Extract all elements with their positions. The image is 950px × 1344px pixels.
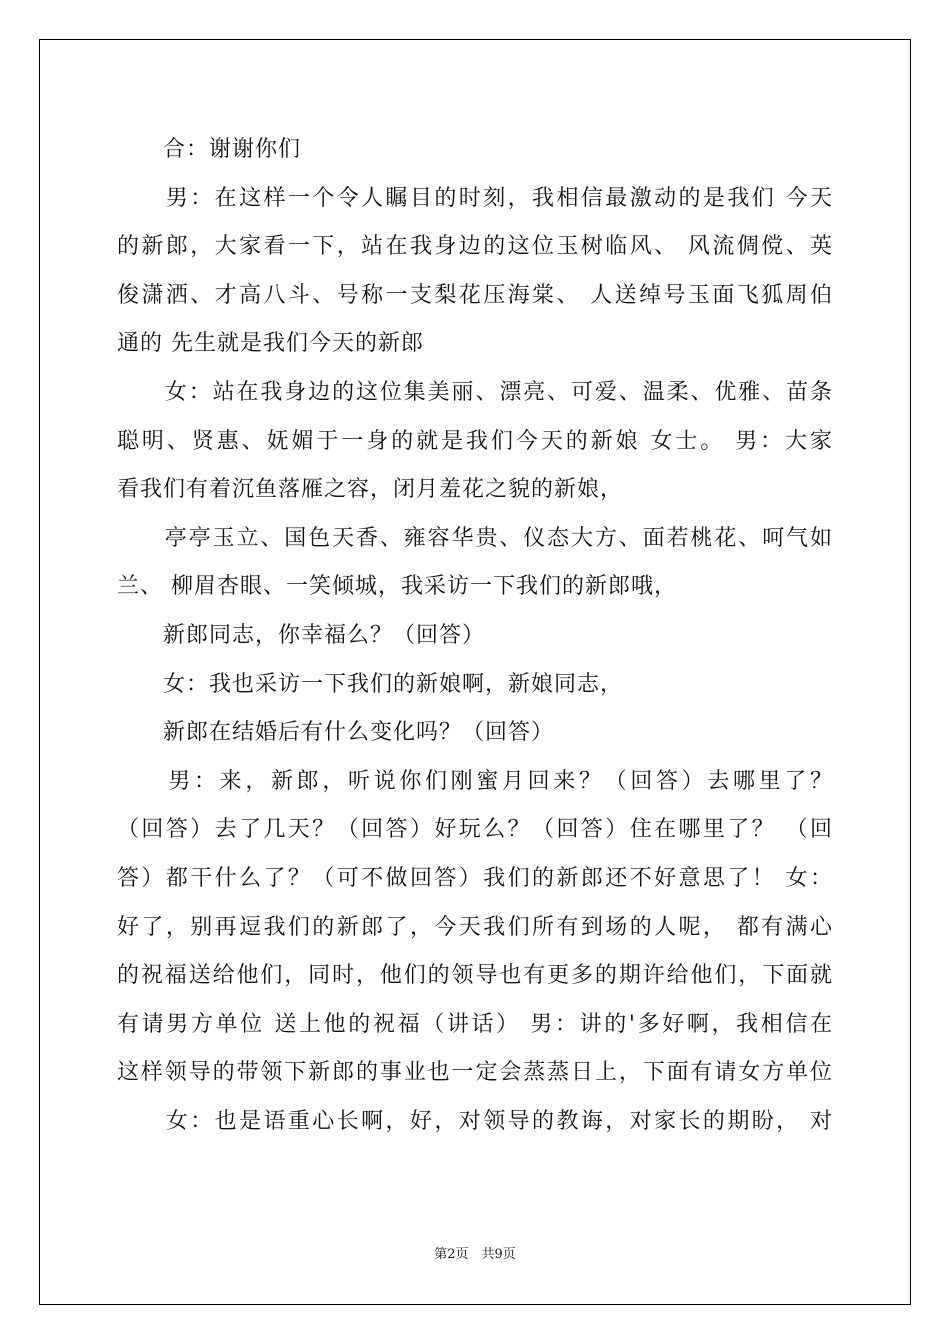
text-line: （回答）去了几天？（回答）好玩么？（回答）住在哪里了？ （回	[117, 817, 833, 843]
text-line: 新郎同志，你幸福么？（回答）	[117, 622, 486, 648]
text-line: 女：站在我身边的这位集美丽、漂亮、可爱、温柔、优雅、苗条	[117, 379, 833, 405]
text-line: 新郎在结婚后有什么变化吗？（回答）	[117, 720, 555, 746]
text-line: 俊潇洒、才高八斗、号称一支梨花压海棠、 人送绰号玉面飞狐周伯	[117, 282, 833, 308]
text-line: 男：在这样一个令人瞩目的时刻，我相信最激动的是我们 今天	[117, 185, 833, 211]
text-line: 看我们有着沉鱼落雁之容，闭月羞花之貌的新娘，	[117, 477, 624, 503]
text-line: 答）都干什么了？（可不做回答）我们的新郎还不好意思了！ 女：	[117, 865, 833, 891]
text-line: 有请男方单位 送上他的祝福（讲话） 男：讲的'多好啊，我相信在	[117, 1011, 833, 1037]
text-line: 的祝福送给他们，同时，他们的领导也有更多的期许给他们，下面就	[117, 963, 833, 989]
text-line: 合：谢谢你们	[117, 137, 302, 162]
text-line: 好了，别再逗我们的新郎了，今天我们所有到场的人呢， 都有满心	[117, 914, 833, 940]
text-line: 这样领导的带领下新郎的事业也一定会蒸蒸日上，下面有请女方单位	[117, 1060, 833, 1086]
text-line: 亭亭玉立、国色天香、雍容华贵、仪态大方、面若桃花、呵气如	[117, 525, 833, 551]
text-line: 女：我也采访一下我们的新娘啊，新娘同志，	[117, 671, 624, 697]
document-body	[117, 126, 833, 1146]
text-line: 聪明、贤惠、妩媚于一身的就是我们今天的新娘 女士。 男：大家	[117, 428, 833, 454]
text-line: 通的 先生就是我们今天的新郎	[117, 331, 424, 357]
text-line: 的新郎，大家看一下，站在我身边的这位玉树临风、 风流倜傥、英	[117, 234, 833, 260]
text-line: 男：来，新郎，听说你们刚蜜月回来？（回答）去哪里了？	[117, 768, 833, 794]
page-number: 第2页 共9页	[434, 1247, 516, 1262]
text-line: 女：也是语重心长啊，好，对领导的教诲，对家长的期盼， 对	[117, 1108, 833, 1134]
text-line: 兰、 柳眉杏眼、一笑倾城，我采访一下我们的新郎哦，	[117, 574, 677, 600]
